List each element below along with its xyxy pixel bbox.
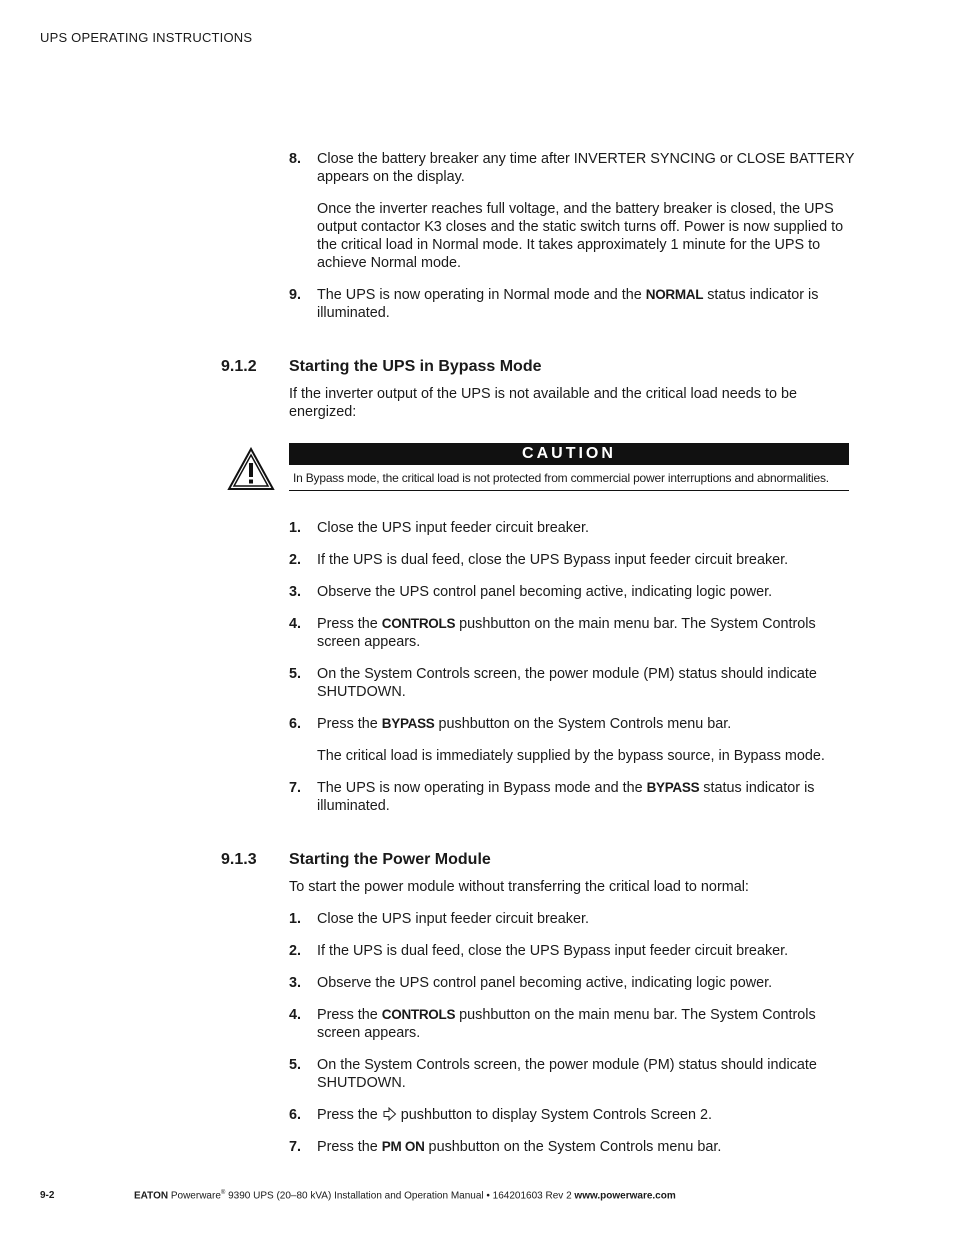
step-text: On the System Controls screen, the power module (PM) status should indicate SHUTDOWN. [317, 666, 817, 700]
step-number: 6. [289, 1107, 302, 1123]
step-text-post: status indicator is illuminated. [317, 780, 815, 814]
step-number: 2. [289, 552, 302, 568]
running-header: UPS OPERATING INSTRUCTIONS [40, 30, 253, 45]
pm-step-1 [289, 910, 855, 928]
page-content [221, 150, 855, 1170]
section-title: Starting the UPS in Bypass Mode [289, 358, 542, 375]
bypass-button-term: BYPASS [381, 716, 435, 731]
step-number: 9. [289, 287, 302, 303]
controls-button-term: CONTROLS [381, 616, 456, 631]
step-number: 5. [289, 666, 302, 682]
bypass-step-2 [289, 551, 855, 569]
bypass-step-6-note: The critical load is immediately supplied by the bypass source, in Bypass mode. [317, 748, 825, 764]
pm-on-button-term: PM ON [381, 1139, 425, 1154]
pm-step-6 [289, 1106, 855, 1124]
step-text: If the UPS is dual feed, close the UPS Bypass input feeder circuit breaker. [317, 552, 789, 568]
bypass-step-6 [289, 715, 855, 733]
step-text-pre: The UPS is now operating in Normal mode and the [317, 287, 646, 303]
footer-citation [134, 1190, 676, 1201]
right-arrow-icon [382, 1107, 397, 1121]
step-9 [289, 286, 855, 322]
step-text: Observe the UPS control panel becoming active, indicating logic power. [317, 975, 773, 991]
step-number: 4. [289, 1007, 302, 1023]
bypass-step-7 [289, 779, 855, 815]
step-text: Close the UPS input feeder circuit breaker. [317, 911, 589, 927]
footer-product: Powerware [168, 1190, 221, 1202]
footer-url: www.powerware.com [574, 1190, 676, 1202]
step-text-post: pushbutton on the System Controls menu bar. [424, 1139, 722, 1155]
step-text-post: pushbutton to display System Controls Screen 2. [396, 1107, 712, 1123]
pm-step-7 [289, 1138, 855, 1156]
section-intro: To start the power module without transferring the critical load to normal: [289, 879, 749, 895]
step-text: Close the UPS input feeder circuit breaker. [317, 520, 589, 536]
footer-title: 9390 UPS (20–80 kVA) Installation and Operation Manual • 164201603 Rev 2 [225, 1190, 575, 1202]
step-number: 7. [289, 780, 302, 796]
step-text: Observe the UPS control panel becoming active, indicating logic power. [317, 584, 773, 600]
bypass-step-1 [289, 519, 855, 537]
step-text: On the System Controls screen, the power module (PM) status should indicate SHUTDOWN. [317, 1057, 817, 1091]
step-text-pre: Press the [317, 1107, 382, 1123]
step-text-pre: Press the [317, 1139, 382, 1155]
section-number: 9.1.2 [221, 358, 257, 375]
section-title: Starting the Power Module [289, 851, 491, 868]
step-number: 3. [289, 975, 302, 991]
footer-brand: EATON [134, 1190, 169, 1202]
step-text-post: pushbutton on the main menu bar. The System Controls screen appears. [317, 1007, 816, 1041]
step-text-post: status indicator is illuminated. [317, 287, 819, 321]
step-number: 5. [289, 1057, 302, 1073]
step-number: 3. [289, 584, 302, 600]
bypass-step-5 [289, 665, 855, 701]
bypass-step-3 [289, 583, 855, 601]
footer-registered-mark: ® [220, 1190, 226, 1196]
step-number: 4. [289, 616, 302, 632]
pm-step-3 [289, 974, 855, 992]
step-text-pre: Press the [317, 716, 382, 732]
step-text: If the UPS is dual feed, close the UPS Bypass input feeder circuit breaker. [317, 943, 789, 959]
pm-step-2 [289, 942, 855, 960]
step-number: 8. [289, 151, 302, 167]
step-number: 1. [289, 911, 302, 927]
controls-button-term: CONTROLS [381, 1007, 456, 1022]
step-8 [289, 150, 855, 186]
caution-text: In Bypass mode, the critical load is not protected from commercial power interruptions and abnormalities. [289, 465, 849, 491]
section-intro: If the inverter output of the UPS is not available and the critical load needs to be energized: [289, 386, 797, 420]
step-text-pre: Press the [317, 1007, 382, 1023]
caution-box [289, 443, 855, 491]
step-number: 2. [289, 943, 302, 959]
pm-step-5 [289, 1056, 855, 1092]
section-heading-bypass-mode [221, 357, 855, 377]
bypass-step-4 [289, 615, 855, 651]
step-text-post: pushbutton on the System Controls menu bar. [434, 716, 732, 732]
step-text-pre: Press the [317, 616, 382, 632]
pm-step-4 [289, 1006, 855, 1042]
step-text-pre: The UPS is now operating in Bypass mode and the [317, 780, 647, 796]
step-number: 6. [289, 716, 302, 732]
section-number: 9.1.3 [221, 851, 257, 868]
step-number: 7. [289, 1139, 302, 1155]
section-heading-power-module [221, 850, 855, 870]
page-number: 9-2 [40, 1190, 55, 1201]
normal-indicator-term: NORMAL [645, 287, 704, 302]
warning-triangle-icon [227, 447, 275, 491]
caution-label: CAUTION [289, 443, 849, 465]
step-8-note: Once the inverter reaches full voltage, and the battery breaker is closed, the UPS output contactor K3 closes and the static switch turns off. Power is now supplied to the critical load in Normal mode. It takes approximately 1 minute for the UPS to achieve Normal mode. [317, 201, 844, 271]
step-text: Close the battery breaker any time after INVERTER SYNCING or CLOSE BATTERY appears on the display. [317, 151, 855, 185]
step-number: 1. [289, 520, 302, 536]
bypass-indicator-term: BYPASS [646, 780, 700, 795]
step-text-post: pushbutton on the main menu bar. The System Controls screen appears. [317, 616, 816, 650]
